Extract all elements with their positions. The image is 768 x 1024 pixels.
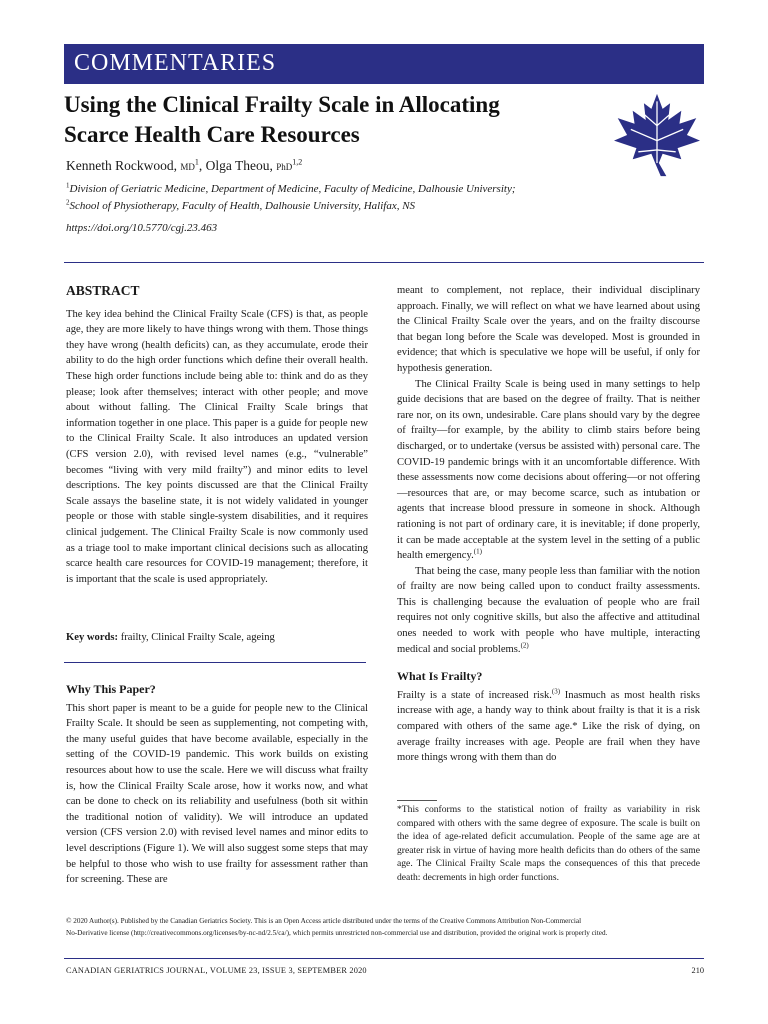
paragraph <box>397 688 700 766</box>
why-text: This short paper is meant to be a guide for people new to the Clinical Frailty Scale. It should be seen as supplementing, not competing with, the many useful guides that have become available, especially in the setting of the COVID-19 pandemic. This work builds on existing resources about how to use the scale. Here we will discuss what frailty is, how the Clinical Frailty Scale arose, how it works now, and what can be done to check on its reliability and usefulness (both sit within the traditional notion of validity). We will introduce an updated version (CFS version 2.0) with revised level names and minor edits to level descriptions (Figure 1). We will also suggest some steps that may be helpful to those who wish to use frailty for assessment rather than for screening. These are <box>66 702 368 886</box>
citation-ref: (1) <box>473 547 482 556</box>
affiliation-ref: 1 <box>66 181 70 190</box>
divider <box>64 662 366 663</box>
keywords-label: Key words: <box>66 632 119 643</box>
footnote-divider <box>397 800 437 801</box>
author-credential: MD <box>180 162 195 172</box>
author-affil-ref: 1,2 <box>292 157 303 167</box>
why-heading: Why This Paper? <box>66 682 156 696</box>
page-number: 210 <box>691 966 704 975</box>
keywords <box>66 632 368 643</box>
author-name: Kenneth Rockwood, <box>66 158 177 173</box>
paragraph-text: That being the case, many people less than familiar with the notion of frailty are now being called upon to conduct frailty assessments. This is challenging because the evaluation of people who are frail requires not only cognitive skills, but also the affective and attitudinal ones needed to work with people who have multiple, interacting medical and social problems. <box>397 565 700 655</box>
divider <box>64 958 704 959</box>
paragraph-text: The Clinical Frailty Scale is being used in many settings to help guide decisions that are based on the degree of frailty. That is neither rare nor, on its own, undesirable. Care plans should vary by the degree of frailty—for example, by the ability to climb stairs before being discharged, or to undertake (versus be assisted with) personal care. The COVID-19 pandemic brings with it an uncomfortable difference. With these assessments now come decisions about offering—or not offering—resources that are, or may become scarce, such as intubation or agents that increase blood pressure in someone in shock. Although rationing is not part of ordinary care, it is inevitable; if done properly, it can be made acceptable at the system level in the setting of a public health emergency. <box>397 378 700 562</box>
affiliation <box>66 183 516 195</box>
paragraph <box>397 564 700 658</box>
section-label: COMMENTARIES <box>74 50 277 76</box>
divider <box>64 262 704 263</box>
copyright-line: © 2020 Author(s). Published by the Canadian Geriatrics Society. This is an Open Access article distributed under the terms of the Creative Commons Attribution Non-Commercial <box>66 917 582 925</box>
why-section <box>66 682 368 888</box>
citation-ref: (2) <box>520 641 529 650</box>
frailty-heading: What Is Frailty? <box>397 669 483 684</box>
paragraph-text: Inasmuch as most health risks increase with age, a handy way to think about frailty is that it is a risk compared with others of the same age.* Like the risk of dying, on average frailty increases with age. People are frail when they have more things wrong with them than do <box>397 689 700 764</box>
maple-leaf-icon <box>610 92 704 178</box>
abstract-section <box>66 283 368 587</box>
author-credential: PhD <box>276 162 293 172</box>
copyright-notice <box>66 915 706 939</box>
affiliation-ref: 2 <box>66 198 70 207</box>
keywords-text: frailty, Clinical Frailty Scale, ageing <box>118 632 275 643</box>
citation-ref: (3) <box>551 687 561 696</box>
paragraph <box>397 377 700 564</box>
journal-footer: CANADIAN GERIATRICS JOURNAL, VOLUME 23, ISSUE 3, SEPTEMBER 2020 <box>66 966 367 975</box>
section-banner <box>64 44 704 84</box>
right-column <box>397 283 700 766</box>
title-line-1: Using the Clinical Frailty Scale in Allocating <box>64 92 500 117</box>
author-affil-ref: 1 <box>194 157 199 167</box>
affiliation-text: School of Physiotherapy, Faculty of Health, Dalhousie University, Halifax, NS <box>69 200 416 212</box>
author-name: , Olga Theou, <box>198 158 273 173</box>
paragraph-text: Frailty is a state of increased risk. <box>397 689 552 701</box>
abstract-text: The key idea behind the Clinical Frailty Scale (CFS) is that, as people age, they are more likely to have things wrong with them. Those things they have wrong (health deficits) can, as they accumulate, erode their ability to do the high order functions which define their overall health. These high order functions include being able to: think and do as they please; look after themselves; interact with other people; and move about without falling. The Clinical Frailty Scale brings that information together in one place. This paper is a guide for people new to the Clinical Frailty Scale. It also introduces an updated version (CFS version 2.0), with revised level names (e.g., “vulnerable” becomes “living with very mild frailty”) and minor edits to level descriptions. The key points discussed are that the Clinical Frailty Scale assays the baseline state, it is not widely validated in younger people or those with stable single-system disabilities, and it requires clinical judgement. The Clinical Frailty Scale is now commonly used as a triage tool to make important clinical decisions such as allocating scarce health care resources for COVID-19 management; therefore, it is important that the scale is used appropriately. <box>66 308 368 585</box>
affiliation <box>66 200 415 212</box>
affiliation-text: Division of Geriatric Medicine, Department of Medicine, Faculty of Medicine, Dalhousie University; <box>69 183 516 195</box>
paragraph: meant to complement, not replace, their individual disciplinary approach. Finally, we will reflect on what we have learned about using the Clinical Frailty Scale over the years, and on the frailty discourse that began long before the Scale was developed. Most is grounded in evidence; that which is speculative we hope will be useful, if only for hypothesis generation. <box>397 285 700 374</box>
abstract-heading: ABSTRACT <box>66 283 140 298</box>
doi-link[interactable]: https://doi.org/10.5770/cgj.23.463 <box>66 222 218 234</box>
author-list <box>66 158 302 174</box>
copyright-line: No-Derivative license (http://creativecommons.org/licenses/by-nc-nd/2.5/ca/), which permits unrestricted non-commercial use and distribution, provided the original work is properly cited. <box>66 929 608 937</box>
footnote: *This conforms to the statistical notion of frailty as variability in risk compared with others with the same degree of exposure. The scale is built on the idea of age-related deficit accumulation. People of the same age are at greater risk in virtue of having more health deficits than do others of the same age. The Clinical Frailty Scale maps the consequences of this that precede death: decrements in high order functions. <box>397 804 700 883</box>
article-title <box>64 90 584 150</box>
title-line-2: Scarce Health Care Resources <box>64 122 360 147</box>
